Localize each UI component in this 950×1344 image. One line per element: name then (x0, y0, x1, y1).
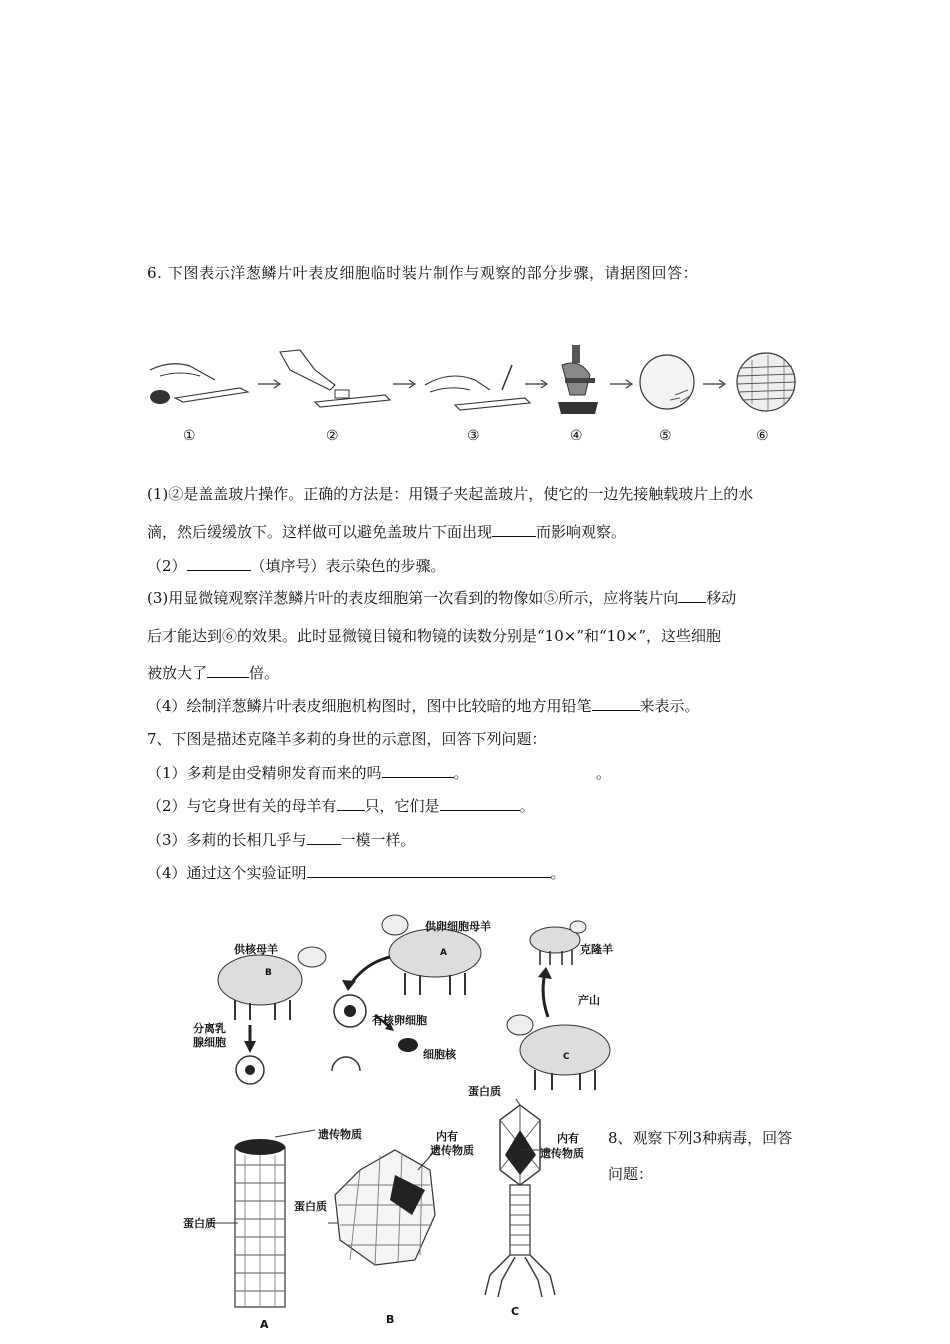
answer-blank[interactable] (207, 663, 249, 678)
label-nucleus: 细胞核 (423, 1048, 456, 1061)
q7-part3: （3）多莉的长相几乎与 一模一样。 (147, 831, 416, 849)
label-virus-b: B (386, 1313, 395, 1326)
q7-part2: （2）与它身世有关的母羊有 只，它们是 。 (147, 797, 535, 815)
answer-blank[interactable] (187, 556, 251, 571)
arrow-5 (703, 380, 725, 388)
step5-field-of-view (640, 355, 694, 409)
label-genetic-material-b: 遗传物质 (430, 1144, 474, 1157)
label-genetic-material-a: 遗传物质 (318, 1128, 362, 1141)
q6-part3-line1: (3)用显微镜观察洋葱鳞片叶的表皮细胞第一次看到的物像如⑤所示，应将装片向 移动 (147, 589, 737, 607)
slide-prep-steps-figure (140, 340, 820, 420)
arrow-egg (350, 957, 390, 985)
answer-blank[interactable] (307, 863, 551, 878)
virus-b-sphere-icon (328, 1147, 438, 1265)
label-birth: 产山 (578, 994, 600, 1007)
step-label-1: ① (183, 428, 196, 444)
label-sheep-a: A (440, 948, 447, 958)
step2-illustration (280, 350, 390, 407)
label-virus-c: C (511, 1305, 520, 1318)
q7-title: 7、下图是描述克隆羊多莉的身世的示意图，回答下列问题： (147, 730, 547, 748)
q6-part3-line3: 被放大了 倍。 (147, 664, 280, 682)
step-label-5: ⑤ (659, 428, 672, 444)
q8-title-line1: 8、观察下列3种病毒，回答 (608, 1129, 793, 1147)
label-sheep-b: B (265, 968, 272, 978)
arrow-birth (543, 973, 548, 1017)
q8-title-line2: 问题： (608, 1165, 654, 1183)
virus-c-phage-icon (485, 1099, 555, 1297)
step-label-3: ③ (467, 428, 480, 444)
q6-title: 6. 下图表示洋葱鳞片叶表皮细胞临时装片制作与观察的部分步骤，请据图回答： (147, 264, 699, 282)
label-contains-b: 内有 (436, 1130, 458, 1143)
virus-a-rod-icon (208, 1130, 315, 1307)
label-nucleus-donor: 供核母羊 (234, 943, 278, 956)
virus-diagram (180, 1075, 590, 1335)
q6-part2: （2） （填序号）表示染色的步骤。 (147, 557, 446, 575)
q7-part4: （4）通过这个实验证明 。 (147, 864, 566, 882)
q6-part1-line2: 滴，然后缓缓放下。这样做可以避免盖玻片下面出现 而影响观察。 (147, 523, 627, 541)
clone-sheep-icon (530, 921, 586, 965)
answer-blank[interactable] (307, 830, 341, 845)
nucleus-cell (398, 1038, 418, 1052)
answer-blank[interactable] (337, 796, 365, 811)
label-contains-c: 内有 (557, 1132, 579, 1145)
label-virus-a: A (260, 1318, 269, 1331)
label-protein-top-c: 蛋白质 (468, 1085, 501, 1098)
sheep-b-icon (218, 947, 326, 1020)
step-label-2: ② (326, 428, 339, 444)
step1-illustration (150, 364, 248, 404)
step3-illustration (425, 365, 530, 410)
q7-part1-stray-mark: 。 (596, 764, 612, 782)
q6-part4: （4）绘制洋葱鳞片叶表皮细胞机构图时，图中比较暗的地方用铅笔 来表示。 (147, 697, 700, 715)
q7-part1: （1）多莉是由受精卵发育而来的吗 。 (147, 764, 469, 782)
label-egg-donor: 供卵细胞母羊 (425, 920, 491, 933)
step-label-4: ④ (570, 428, 583, 444)
enucleated-egg-cell (332, 1057, 360, 1071)
arrow-4 (610, 380, 632, 388)
label-separate-2: 腺细胞 (193, 1036, 226, 1049)
step6-field-of-view (737, 353, 796, 411)
answer-blank[interactable] (492, 522, 536, 537)
label-sheep-c: C (563, 1052, 570, 1062)
label-protein-b: 蛋白质 (294, 1200, 327, 1213)
q6-part3-line2: 后才能达到⑥的效果。此时显微镜目镜和物镜的读数分别是“10×”和“10×”，这些细胞 (147, 627, 721, 645)
answer-blank[interactable] (678, 588, 706, 603)
label-genetic-material-c: 遗传物质 (540, 1147, 584, 1160)
arrow-3 (525, 380, 547, 388)
label-nucleated-egg: 有核卵细胞 (372, 1014, 427, 1027)
step4-microscope (558, 345, 598, 414)
answer-blank[interactable] (382, 763, 454, 778)
q6-part1-line1: (1)②是盖盖玻片操作。正确的方法是：用镊子夹起盖玻片，使它的一边先接触载玻片上的水 (147, 485, 754, 503)
label-clone: 克隆羊 (580, 943, 613, 956)
arrow-2 (393, 380, 415, 388)
arrow-1 (258, 380, 280, 388)
answer-blank[interactable] (592, 696, 640, 711)
answer-blank[interactable] (440, 796, 520, 811)
label-protein-a: 蛋白质 (183, 1217, 216, 1230)
step-label-6: ⑥ (756, 428, 769, 444)
label-separate-1: 分离乳 (193, 1022, 226, 1035)
